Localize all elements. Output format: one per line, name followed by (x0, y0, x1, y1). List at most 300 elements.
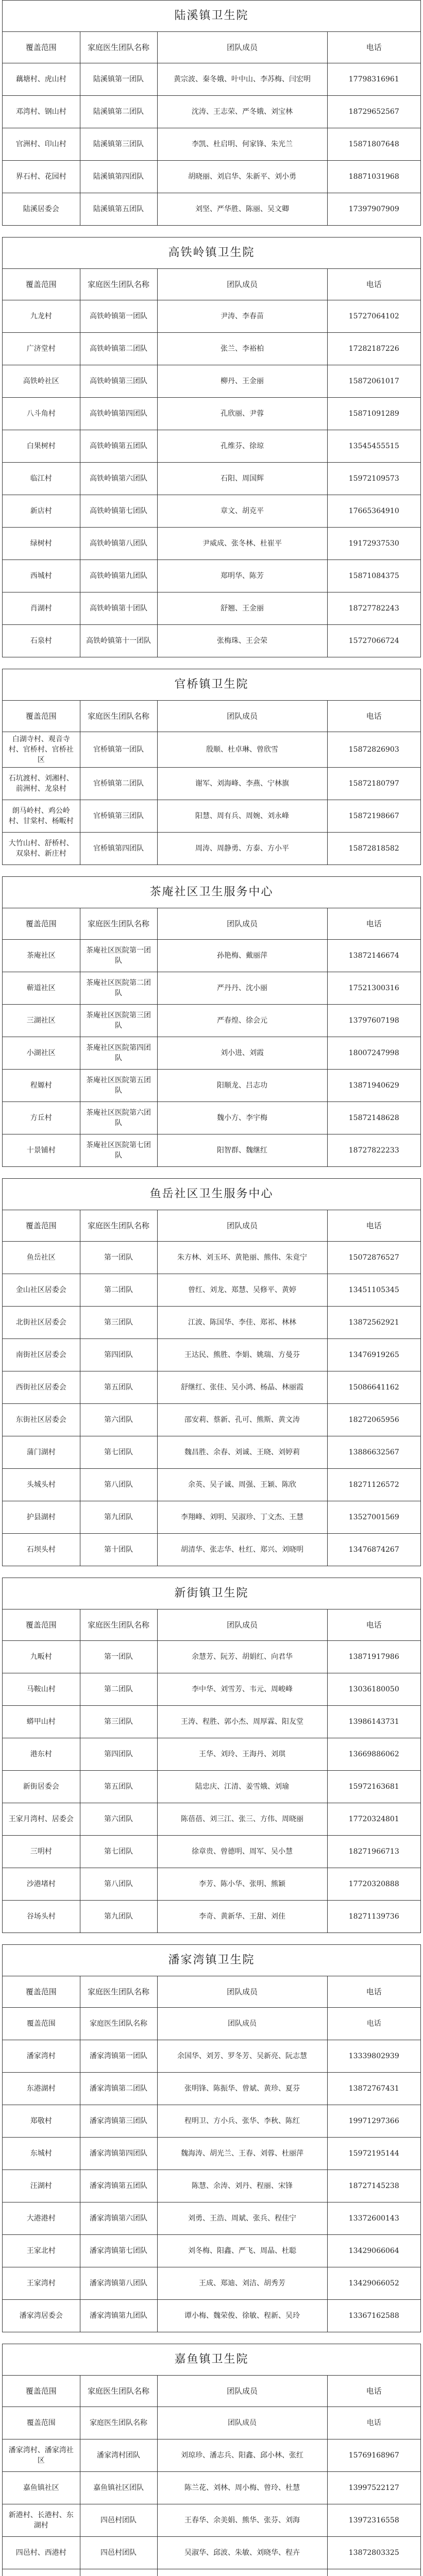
cell-phone: 17282187226 (327, 333, 420, 365)
cell-team: 茶庵社区医院第五团队 (80, 1070, 157, 1102)
cell-team: 潘家湾镇第一团队 (80, 2040, 157, 2073)
table-header-row (3, 32, 420, 63)
cell-members: 章文、胡克平 (157, 495, 327, 528)
cell-phone: 19971297366 (327, 2105, 420, 2138)
cell-members: 刘琼珍、潘志兵、阳鑫、邱小林、张红 (157, 2439, 327, 2472)
header-members: 团队成员 (157, 908, 327, 940)
cell-area: 石坑渡村、刘湘村、前洲村、龙泉村 (3, 768, 80, 800)
cell-members: 刘勇、王浩、周斌、张兵、程佳宁 (157, 2202, 327, 2235)
cell-members: 余慧芳、阮芳、胡娟红、向君华 (157, 1641, 327, 1673)
cell-team: 潘家湾镇第二团队 (80, 2073, 157, 2105)
cell-team: 第五团队 (80, 1371, 157, 1404)
cell-phone: 13476874267 (327, 1534, 420, 1566)
cell-members: 余英、吴子诚、周强、王颖、陈欣 (157, 1469, 327, 1501)
cell-members: 殷顺、杜卓琳、曾欣雪 (157, 732, 327, 768)
header-team: 家庭医生团队名称 (80, 1976, 157, 2008)
cell-team: 潘家湾镇第五团队 (80, 2170, 157, 2202)
team-table (3, 908, 420, 1166)
cell-members: 团队成员 (157, 2008, 327, 2040)
cell-phone: 13527001569 (327, 1501, 420, 1534)
table-row (3, 2235, 420, 2267)
cell-team: 第九团队 (80, 1901, 157, 1933)
cell-phone: 13997522127 (327, 2472, 420, 2504)
cell-phone: 18727822233 (327, 1134, 420, 1167)
header-area: 覆盖范围 (3, 1210, 80, 1242)
cell-team: 高铁岭镇第五团队 (80, 430, 157, 463)
cell-team: 第八团队 (80, 1868, 157, 1901)
cell-phone: 17521300316 (327, 972, 420, 1005)
cell-team: 潘家湾镇第八团队 (80, 2267, 157, 2300)
cell-area: 北街社区居委会 (3, 1307, 80, 1339)
cell-phone: 13797607198 (327, 1005, 420, 1037)
cell-area: 方丘村 (3, 1102, 80, 1134)
cell-members: 刘坚、严华胜、陈丽、吴文卿 (157, 193, 327, 226)
table-row (3, 1706, 420, 1738)
cell-phone: 17798316961 (327, 63, 420, 96)
table-row (3, 365, 420, 398)
clinic-title: 官桥镇卫生院 (3, 669, 420, 701)
table-row (3, 63, 420, 96)
table-row (3, 1339, 420, 1371)
clinic-title: 高铁岭镇卫生院 (3, 238, 420, 269)
cell-members: 沈涛、王志荣、严冬娥、刘宝林 (157, 96, 327, 128)
cell-phone: 15871807648 (327, 128, 420, 161)
cell-members: 谭小梅、魏荣俊、徐敏、程新、吴玲 (157, 2300, 327, 2332)
cell-phone: 15972109573 (327, 463, 420, 495)
cell-phone: 电话 (327, 2407, 420, 2439)
cell-area: 南街社区居委会 (3, 1339, 80, 1371)
cell-members: 柳丹、王金丽 (157, 365, 327, 398)
cell-members: 阳智群、魏继红 (157, 1134, 327, 1167)
cell-team: 茶庵社区医院第一团队 (80, 940, 157, 972)
header-area: 覆盖范围 (3, 269, 80, 300)
cell-phone: 15872826903 (327, 732, 420, 768)
cell-team: 四邑村团队 (80, 2537, 157, 2569)
cell-phone: 13669886062 (327, 1738, 420, 1771)
header-area: 覆盖范围 (3, 908, 80, 940)
cell-members: 舒继红、张佳、吴小鸿、杨晶、林丽霞 (157, 1371, 327, 1404)
table-header-row (3, 701, 420, 732)
table-row (3, 1436, 420, 1469)
cell-phone: 电话 (327, 2008, 420, 2040)
table-row (3, 1371, 420, 1404)
cell-members: 魏小方、李宇梅 (157, 1102, 327, 1134)
cell-area: 西街社区居委会 (3, 1371, 80, 1404)
cell-phone: 18871031968 (327, 161, 420, 193)
cell-area: 石坝头村 (3, 1534, 80, 1566)
cell-phone: 19172937530 (327, 528, 420, 560)
clinic-title: 新街镇卫生院 (3, 1578, 420, 1609)
cell-members: 谢军、刘海峰、李燕、宁林旗 (157, 768, 327, 800)
table-row (3, 2267, 420, 2300)
header-phone: 电话 (327, 1210, 420, 1242)
cell-team: 潘家湾镇第三团队 (80, 2105, 157, 2138)
table-row (3, 2472, 420, 2504)
cell-phone: 13429066052 (327, 2267, 420, 2300)
cell-phone: 17397907909 (327, 193, 420, 226)
header-team: 家庭医生团队名称 (80, 908, 157, 940)
clinic-section (2, 0, 421, 226)
team-table (3, 1976, 420, 2332)
cell-phone: 13872803325 (327, 2537, 420, 2569)
cell-phone: 15872198667 (327, 800, 420, 833)
table-row (3, 495, 420, 528)
table-row (3, 1836, 420, 1868)
cell-area: 界石村、花园村 (3, 161, 80, 193)
cell-team: 潘家湾镇第六团队 (80, 2202, 157, 2235)
cell-area: 鱼岳社区 (3, 1242, 80, 1274)
cell-phone: 13372600143 (327, 2202, 420, 2235)
cell-members: 李中华、刘雪芳、韦元、周峻峰 (157, 1673, 327, 1706)
cell-members: 魏海涛、胡光兰、王春、刘蓉、杜丽萍 (157, 2138, 327, 2170)
header-team: 家庭医生团队名称 (80, 269, 157, 300)
cell-members: 团队成员 (157, 2407, 327, 2439)
cell-phone: 13367162588 (327, 2300, 420, 2332)
cell-phone: 13886632567 (327, 1436, 420, 1469)
cell-area: 覆盖范围 (3, 2008, 80, 2040)
cell-phone: 18271126572 (327, 1469, 420, 1501)
cell-phone: 15072876527 (327, 1242, 420, 1274)
table-row (3, 1738, 420, 1771)
cell-team: 陆溪镇第四团队 (80, 161, 157, 193)
table-row (3, 1501, 420, 1534)
cell-area: 蕲道社区 (3, 972, 80, 1005)
cell-phone: 18727782243 (327, 592, 420, 625)
team-table (3, 269, 420, 657)
cell-members: 程明卫、方小兵、张华、李秋、陈红 (157, 2105, 327, 2138)
cell-area: 潘家湾村 (3, 2040, 80, 2073)
cell-area: 蒲门湖村 (3, 1436, 80, 1469)
cell-area: 王家湾村 (3, 2267, 80, 2300)
cell-members: 曾红、刘龙、郑慧、吴修平、黄婷 (157, 1274, 327, 1307)
cell-area: 西城村 (3, 560, 80, 592)
cell-members: 胡清华、张志华、杜红、郑兴、刘晓明 (157, 1534, 327, 1566)
cell-members: 尹涛、李春苗 (157, 300, 327, 333)
cell-area: 绿树村 (3, 528, 80, 560)
cell-team: 第二团队 (80, 1274, 157, 1307)
table-row (3, 972, 420, 1005)
clinic-section (2, 669, 421, 865)
cell-team: 第十团队 (80, 1534, 157, 1566)
table-row (3, 2008, 420, 2040)
team-table (3, 1210, 420, 1566)
cell-phone: 15872818582 (327, 833, 420, 865)
cell-members (157, 2569, 327, 2576)
cell-members: 王春华、余美娟、熊华、张芬、刘海 (157, 2504, 327, 2537)
cell-team: 官桥镇第三团队 (80, 800, 157, 833)
header-phone: 电话 (327, 1609, 420, 1641)
cell-team: 第六团队 (80, 1803, 157, 1836)
header-team: 家庭医生团队名称 (80, 1609, 157, 1641)
header-team: 家庭医生团队名称 (80, 32, 157, 63)
cell-team: 第四团队 (80, 1339, 157, 1371)
table-row (3, 1901, 420, 1933)
table-row (3, 1803, 420, 1836)
table-row (3, 732, 420, 768)
cell-area: 石泉村 (3, 625, 80, 657)
cell-members: 李翔峰、刘明、吴淑珍、丁文杰、王慧 (157, 1501, 327, 1534)
table-row (3, 1771, 420, 1803)
cell-phone: 17720320888 (327, 1868, 420, 1901)
cell-phone: 15972163681 (327, 1771, 420, 1803)
header-phone: 电话 (327, 701, 420, 732)
cell-area: 大港港村 (3, 2202, 80, 2235)
cell-team: 茶庵社区医院第四团队 (80, 1037, 157, 1070)
cell-phone: 15872061017 (327, 365, 420, 398)
table-header-row (3, 269, 420, 300)
header-team: 家庭医生团队名称 (80, 701, 157, 732)
table-row (3, 1070, 420, 1102)
header-phone: 电话 (327, 2376, 420, 2407)
table-row (3, 1469, 420, 1501)
cell-members: 陈蓓蓓、刘三江、张三、方伟、周晓丽 (157, 1803, 327, 1836)
table-row (3, 1868, 420, 1901)
table-header-row (3, 908, 420, 940)
cell-team: 第五团队 (80, 1771, 157, 1803)
cell-area: 临江村 (3, 463, 80, 495)
cell-phone: 18272065956 (327, 1404, 420, 1436)
cell-members: 张梅珠、王会荣 (157, 625, 327, 657)
cell-team: 第三团队 (80, 1706, 157, 1738)
cell-area: 潘家湾居委会 (3, 2300, 80, 2332)
cell-team: 潘家湾镇第七团队 (80, 2235, 157, 2267)
cell-phone: 15769168967 (327, 2439, 420, 2472)
team-table (3, 701, 420, 865)
cell-team: 陆溪镇第三团队 (80, 128, 157, 161)
cell-phone: 13872767431 (327, 2073, 420, 2105)
cell-area: 马鞍山村 (3, 1673, 80, 1706)
cell-team: 第一团队 (80, 1242, 157, 1274)
cell-phone: 13545455515 (327, 430, 420, 463)
cell-members: 阳慧、周有兵、周婉、刘永峰 (157, 800, 327, 833)
cell-area: 白果树村 (3, 430, 80, 463)
cell-team: 陆溪镇第二团队 (80, 96, 157, 128)
cell-members: 余国华、刘芳、罗冬芳、吴新亮、阮志慧 (157, 2040, 327, 2073)
table-row (3, 1134, 420, 1167)
table-row (3, 1641, 420, 1673)
table-row (3, 1307, 420, 1339)
team-table (3, 32, 420, 225)
table-row (3, 592, 420, 625)
cell-members: 黄宗波、秦冬娥、叶中山、李苏梅、闫宏明 (157, 63, 327, 96)
cell-area: 覆盖范围 (3, 2407, 80, 2439)
cell-phone: 18727145238 (327, 2170, 420, 2202)
clinic-section (2, 2344, 421, 2576)
cell-members: 刘冬梅、阳鑫、严飞、周晶、杜聪 (157, 2235, 327, 2267)
cell-members: 郑明华、陈芳 (157, 560, 327, 592)
clinic-title: 鱼岳社区卫生服务中心 (3, 1179, 420, 1210)
cell-area: 大竹山村、舒桥村、双泉村、新庄村 (3, 833, 80, 865)
cell-area: 茶庵社区 (3, 940, 80, 972)
cell-team: 高铁岭镇第十一团队 (80, 625, 157, 657)
cell-area: 头城头村 (3, 1469, 80, 1501)
table-row (3, 2300, 420, 2332)
cell-members: 舒翘、王金丽 (157, 592, 327, 625)
cell-members: 李凯、杜启明、何家锋、朱光兰 (157, 128, 327, 161)
table-row (3, 333, 420, 365)
cell-members: 严春煌、徐会元 (157, 1005, 327, 1037)
cell-phone: 18271966713 (327, 1836, 420, 1868)
cell-members: 张兰、李裕柏 (157, 333, 327, 365)
cell-phone: 13872562921 (327, 1307, 420, 1339)
header-members: 团队成员 (157, 1976, 327, 2008)
clinic-section (2, 237, 421, 657)
cell-members: 江波、陈国华、李佳、郑祁、林林 (157, 1307, 327, 1339)
cell-team: 四邑村团队 (80, 2504, 157, 2537)
cell-members: 李芳、陈小华、张明、熊颖 (157, 1868, 327, 1901)
header-area: 覆盖范围 (3, 1976, 80, 2008)
cell-phone: 18729652567 (327, 96, 420, 128)
cell-team: 茶庵社区医院第七团队 (80, 1134, 157, 1167)
cell-area: 金山社区居委会 (3, 1274, 80, 1307)
table-row (3, 800, 420, 833)
cell-members: 胡晓丽、刘启华、朱新平、刘小勇 (157, 161, 327, 193)
cell-area: 东街社区居委会 (3, 1404, 80, 1436)
cell-area: 新港村、长港村、东湖村 (3, 2504, 80, 2537)
cell-team: 高铁岭镇第九团队 (80, 560, 157, 592)
cell-area: 王家月湾村、居委会 (3, 1803, 80, 1836)
cell-phone: 18271139736 (327, 1901, 420, 1933)
cell-team: 高铁岭镇第七团队 (80, 495, 157, 528)
cell-phone: 15872180797 (327, 768, 420, 800)
cell-area: 蟒甲山村 (3, 1706, 80, 1738)
cell-area: 四邑村、西港村 (3, 2537, 80, 2569)
header-team: 家庭医生团队名称 (80, 1210, 157, 1242)
clinic-section (2, 876, 421, 1167)
cell-members: 陈兰花、刘林、周小梅、曾玲、杜慧 (157, 2472, 327, 2504)
cell-members: 尹威成、张冬林、杜崔平 (157, 528, 327, 560)
cell-phone: 13871940629 (327, 1070, 420, 1102)
cell-phone: 13872146674 (327, 940, 420, 972)
clinic-title: 陆溪镇卫生院 (3, 1, 420, 32)
table-row (3, 1534, 420, 1566)
table-row (3, 463, 420, 495)
cell-team: 高铁岭镇第八团队 (80, 528, 157, 560)
cell-area: 高铁岭社区 (3, 365, 80, 398)
cell-area: 广济堂村 (3, 333, 80, 365)
cell-area: 沙港堵村 (3, 1868, 80, 1901)
cell-members: 王涛、程胜、郭小杰、周厚霖、阳友堂 (157, 1706, 327, 1738)
cell-area: 郑敬村 (3, 2105, 80, 2138)
cell-team: 官桥镇第四团队 (80, 833, 157, 865)
cell-team: 家庭医生团队名称 (80, 2008, 157, 2040)
cell-area: 朗马岭村、鸡公岭村、甘棠村、杨畈村 (3, 800, 80, 833)
table-row (3, 625, 420, 657)
cell-team: 高铁岭镇第六团队 (80, 463, 157, 495)
cell-phone: 15871091289 (327, 398, 420, 430)
cell-team: 官桥镇第一团队 (80, 732, 157, 768)
table-row (3, 2504, 420, 2537)
header-members: 团队成员 (157, 701, 327, 732)
cell-members: 吴淑华、邱波、朱敏、刘晓华、程卉 (157, 2537, 327, 2569)
header-area: 覆盖范围 (3, 701, 80, 732)
cell-team: 高铁岭镇第十团队 (80, 592, 157, 625)
cell-area: 八斗角村 (3, 398, 80, 430)
cell-area: 港东村 (3, 1738, 80, 1771)
cell-team: 茶庵社区医院第六团队 (80, 1102, 157, 1134)
cell-team: 第七团队 (80, 1836, 157, 1868)
table-row (3, 2105, 420, 2138)
cell-phone: 15871084375 (327, 560, 420, 592)
table-row (3, 2138, 420, 2170)
table-row (3, 2040, 420, 2073)
clinic-title: 茶庵社区卫生服务中心 (3, 877, 420, 908)
table-row (3, 2202, 420, 2235)
table-row (3, 128, 420, 161)
cell-team: 陆溪镇第一团队 (80, 63, 157, 96)
cell-team: 潘家湾镇第九团队 (80, 2300, 157, 2332)
cell-members: 徐章贵、曾德明、周军、吴小慧 (157, 1836, 327, 1868)
cell-members: 王华、刘玲、王海丹、刘琪 (157, 1738, 327, 1771)
cell-phone: 13451105345 (327, 1274, 420, 1307)
table-row (3, 1005, 420, 1037)
cell-team: 第八团队 (80, 1469, 157, 1501)
cell-team: 第六团队 (80, 1404, 157, 1436)
table-row (3, 940, 420, 972)
cell-members: 魏昌胜、余春、刘诚、王晓、刘婷莉 (157, 1436, 327, 1469)
header-area: 覆盖范围 (3, 1609, 80, 1641)
cell-area: 官洲村、印山村 (3, 128, 80, 161)
cell-team: 第二团队 (80, 1673, 157, 1706)
cell-area: 嘉鱼镇社区 (3, 2472, 80, 2504)
cell-area: 王家北村 (3, 2235, 80, 2267)
table-row (3, 1274, 420, 1307)
header-phone: 电话 (327, 269, 420, 300)
cell-team: 家庭医生团队名称 (80, 2407, 157, 2439)
clinic-section (2, 1578, 421, 1933)
cell-area: 潘家湾村、潘家湾社区 (3, 2439, 80, 2472)
cell-members: 孔维芬、徐琼 (157, 430, 327, 463)
cell-members: 邵安莉、蔡新、孔可、熊斯、黄文涛 (157, 1404, 327, 1436)
cell-team: 高铁岭镇第二团队 (80, 333, 157, 365)
cell-phone: 13429066064 (327, 2235, 420, 2267)
cell-team: 官桥镇第二团队 (80, 768, 157, 800)
table-row (3, 560, 420, 592)
cell-phone: 13972316558 (327, 2504, 420, 2537)
cell-area (3, 2569, 80, 2576)
team-table (3, 2376, 420, 2576)
header-area: 覆盖范围 (3, 32, 80, 63)
cell-phone: 13339802939 (327, 2040, 420, 2073)
clinic-section (2, 1178, 421, 1566)
cell-members: 朱方林、刘玉环、黄艳丽、熊伟、朱竟宁 (157, 1242, 327, 1274)
cell-area: 东港湖村 (3, 2073, 80, 2105)
cell-phone: 13871917986 (327, 1641, 420, 1673)
cell-team: 陆溪镇第五团队 (80, 193, 157, 226)
header-members: 团队成员 (157, 2376, 327, 2407)
table-row (3, 2407, 420, 2439)
cell-members: 孙艳梅、戴丽萍 (157, 940, 327, 972)
table-row (3, 430, 420, 463)
table-row (3, 2537, 420, 2569)
cell-area: 汪湖村 (3, 2170, 80, 2202)
cell-members: 王成、郑迪、刘洁、胡秀芳 (157, 2267, 327, 2300)
table-row (3, 1404, 420, 1436)
cell-members: 陈慧、余涛、刘丹、程丽、宋锋 (157, 2170, 327, 2202)
cell-members: 周涛、周静勇、方泰、方小平 (157, 833, 327, 865)
cell-team: 高铁岭镇第四团队 (80, 398, 157, 430)
cell-phone: 18007247998 (327, 1037, 420, 1070)
cell-phone: 13476919265 (327, 1339, 420, 1371)
header-area: 覆盖范围 (3, 2376, 80, 2407)
cell-team: 潘家湾村团队 (80, 2439, 157, 2472)
cell-team: 潘家湾镇第四团队 (80, 2138, 157, 2170)
header-members: 团队成员 (157, 269, 327, 300)
table-row (3, 193, 420, 226)
cell-phone: 15972195144 (327, 2138, 420, 2170)
cell-phone: 17720324801 (327, 1803, 420, 1836)
cell-members: 石阳、周国辉 (157, 463, 327, 495)
